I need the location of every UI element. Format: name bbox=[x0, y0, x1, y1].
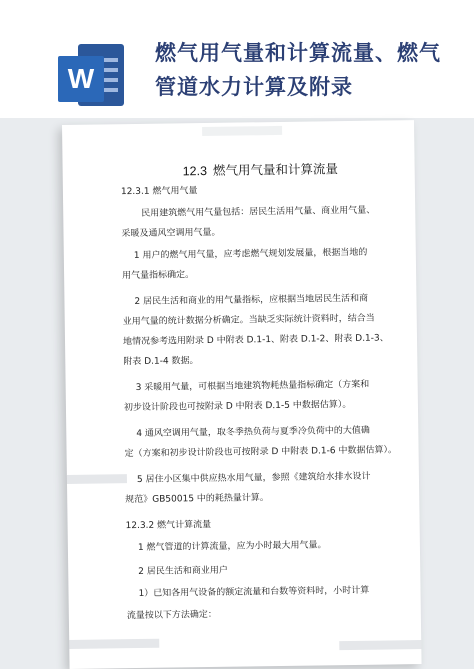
watermark bbox=[339, 640, 421, 650]
word-icon bbox=[58, 44, 128, 114]
document-heading bbox=[183, 159, 339, 179]
heading-number: 12.3 bbox=[182, 163, 208, 179]
doc-line: 12.3.1 燃气用气量 bbox=[120, 186, 198, 198]
doc-line: 采暖及通风空调用气量。 bbox=[121, 227, 221, 240]
doc-line: 12.3.2 燃气计算流量 bbox=[125, 519, 212, 532]
doc-line: 5 居住小区集中供应热水用气量，参照《建筑给水排水设计 bbox=[136, 471, 371, 485]
doc-line: 1 燃气管道的计算流量，应为小时最大用气量。 bbox=[137, 540, 327, 553]
page-title bbox=[155, 36, 455, 104]
title-line-2: 管道水力计算及附录 bbox=[155, 75, 353, 99]
doc-line: 流量按以下方法确定： bbox=[126, 609, 217, 622]
heading-text: 燃气用气量和计算流量 bbox=[212, 161, 339, 178]
doc-line: 1）已知各用气设备的额定流量和台数等资料时，小时计算 bbox=[138, 585, 370, 599]
doc-line: 地情况参考选用附录 D 中附表 D.1-1、附表 D.1-2、附表 D.1-3、 bbox=[122, 333, 389, 348]
header bbox=[0, 0, 474, 118]
document-page bbox=[62, 120, 422, 669]
watermark bbox=[202, 126, 282, 136]
doc-line: 定（方案和初步设计阶段也可按附录 D 中附表 D.1-6 中数据估算）。 bbox=[124, 445, 398, 460]
title-line-1: 燃气用气量和计算流量、燃气 bbox=[155, 41, 441, 65]
watermark bbox=[69, 639, 159, 649]
doc-line: 规范》GB50015 中的耗热量计算。 bbox=[125, 493, 269, 506]
doc-line: 初步设计阶段也可按附录 D 中附表 D.1-5 中数据估算）。 bbox=[123, 399, 352, 414]
doc-line: 民用建筑燃气用气量包括：居民生活用气量、商业用气量、 bbox=[141, 205, 376, 219]
doc-line: 用气量指标确定。 bbox=[122, 270, 195, 282]
doc-line: 3 采暖用气量，可根据当地建筑物耗热量指标确定（方案和 bbox=[135, 379, 370, 393]
doc-line: 4 通风空调用气量，取冬季热负荷与夏季冷负荷中的大值确 bbox=[136, 425, 370, 439]
doc-line: 业用气量的统计数据分析确定。当缺乏实际统计资料时，结合当 bbox=[122, 313, 375, 328]
watermark bbox=[67, 474, 127, 484]
doc-line: 1 用户的燃气用气量，应考虑燃气规划发展量，根据当地的 bbox=[133, 247, 368, 262]
doc-line: 附表 D.1-4 数据。 bbox=[123, 356, 199, 368]
doc-line: 2 居民生活和商业的用气量指标，应根据当地居民生活和商 bbox=[134, 293, 369, 308]
doc-line: 2 居民生活和商业用户 bbox=[138, 565, 228, 577]
word-icon-letter: W bbox=[58, 56, 104, 102]
